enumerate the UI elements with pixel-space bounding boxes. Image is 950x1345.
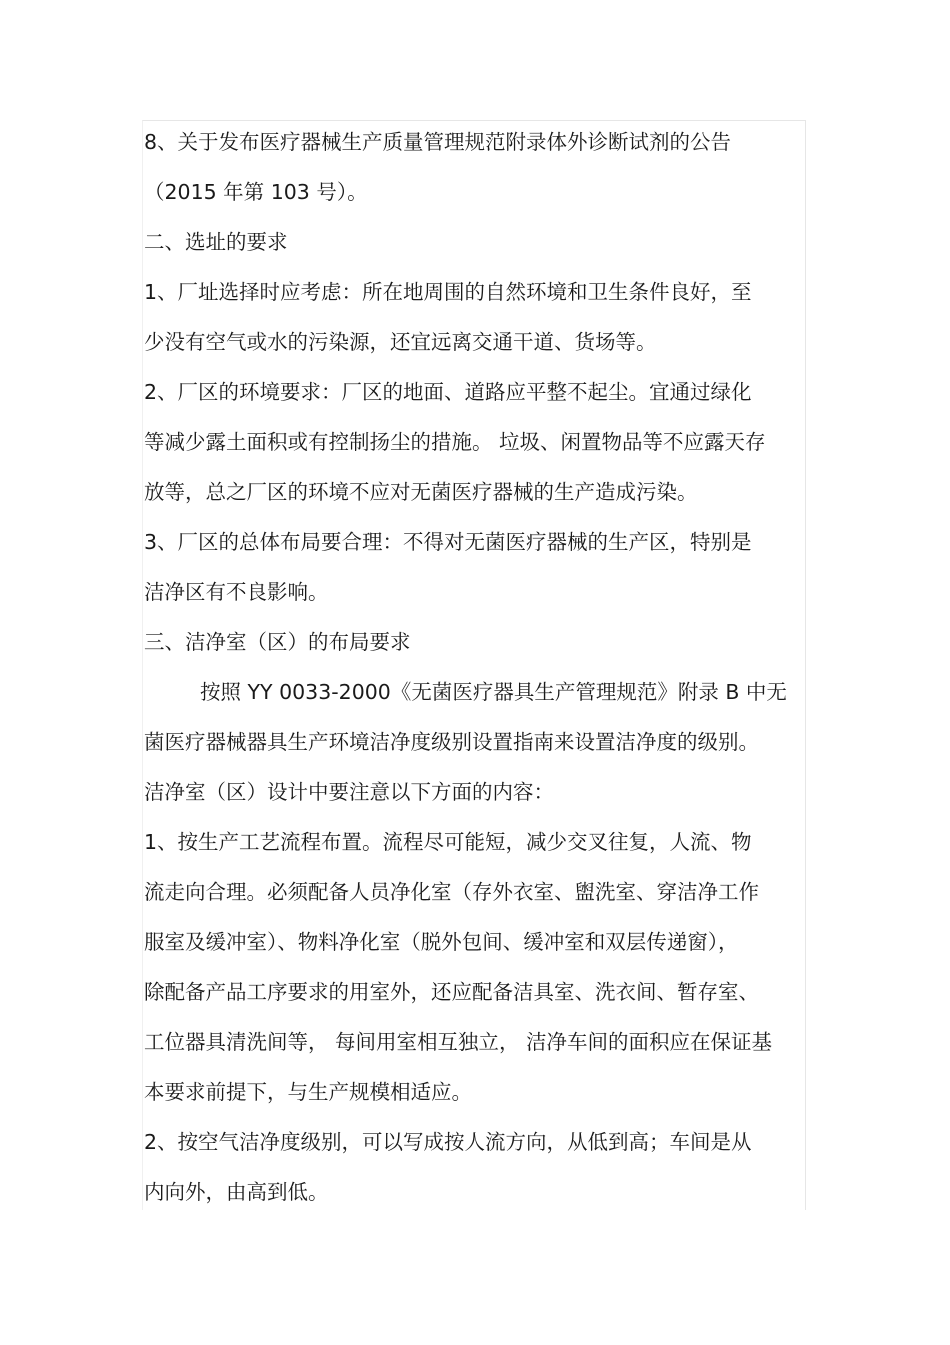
paragraph-layout-2: 2、按空气洁净度级别，可以写成按人流方向，从低到高；车间是从	[144, 1130, 752, 1154]
paragraph-standard-reference-cont: 菌医疗器械器具生产环境洁净度级别设置指南来设置洁净度的级别。	[144, 730, 759, 754]
paragraph-layout-1: 1、按生产工艺流程布置。流程尽可能短，减少交叉往复，人流、物	[144, 830, 752, 854]
paragraph-design-notes: 洁净室（区）设计中要注意以下方面的内容：	[144, 780, 554, 804]
paragraph-site-2-cont: 等减少露土面积或有控制扬尘的措施。 垃圾、闲置物品等不应露天存	[144, 430, 766, 454]
list-item-announcement-8-cont: （2015 年第 103 号）。	[144, 180, 368, 204]
document-body	[144, 124, 812, 1224]
paragraph-layout-2-cont: 内向外，由高到低。	[144, 1180, 329, 1204]
paragraph-standard-reference: 按照 YY 0033-2000《无菌医疗器具生产管理规范》附录 B 中无	[200, 680, 787, 704]
paragraph-site-3-cont: 洁净区有不良影响。	[144, 580, 329, 604]
paragraph-layout-1-cont: 工位器具清洗间等， 每间用室相互独立， 洁净车间的面积应在保证基	[144, 1030, 773, 1054]
paragraph-site-2: 2、厂区的环境要求：厂区的地面、道路应平整不起尘。宜通过绿化	[144, 380, 752, 404]
list-item-announcement-8: 8、关于发布医疗器械生产质量管理规范附录体外诊断试剂的公告	[144, 130, 732, 154]
paragraph-layout-1-cont: 服室及缓冲室）、物料净化室（脱外包间、缓冲室和双层传递窗），	[144, 930, 739, 954]
paragraph-site-1-cont: 少没有空气或水的污染源，还宜远离交通干道、货场等。	[144, 330, 657, 354]
paragraph-layout-1-cont: 本要求前提下，与生产规模相适应。	[144, 1080, 472, 1104]
paragraph-layout-1-cont: 流走向合理。必须配备人员净化室（存外衣室、盥洗室、穿洁净工作	[144, 880, 759, 904]
paragraph-layout-1-cont: 除配备产品工序要求的用室外，还应配备洁具室、洗衣间、暂存室、	[144, 980, 759, 1004]
section-heading-cleanroom-layout: 三、洁净室（区）的布局要求	[144, 630, 411, 654]
paragraph-site-1: 1、厂址选择时应考虑：所在地周围的自然环境和卫生条件良好，至	[144, 280, 752, 304]
section-heading-site-selection: 二、选址的要求	[144, 230, 288, 254]
paragraph-site-3: 3、厂区的总体布局要合理：不得对无菌医疗器械的生产区，特别是	[144, 530, 752, 554]
paragraph-site-2-cont: 放等，总之厂区的环境不应对无菌医疗器械的生产造成污染。	[144, 480, 698, 504]
